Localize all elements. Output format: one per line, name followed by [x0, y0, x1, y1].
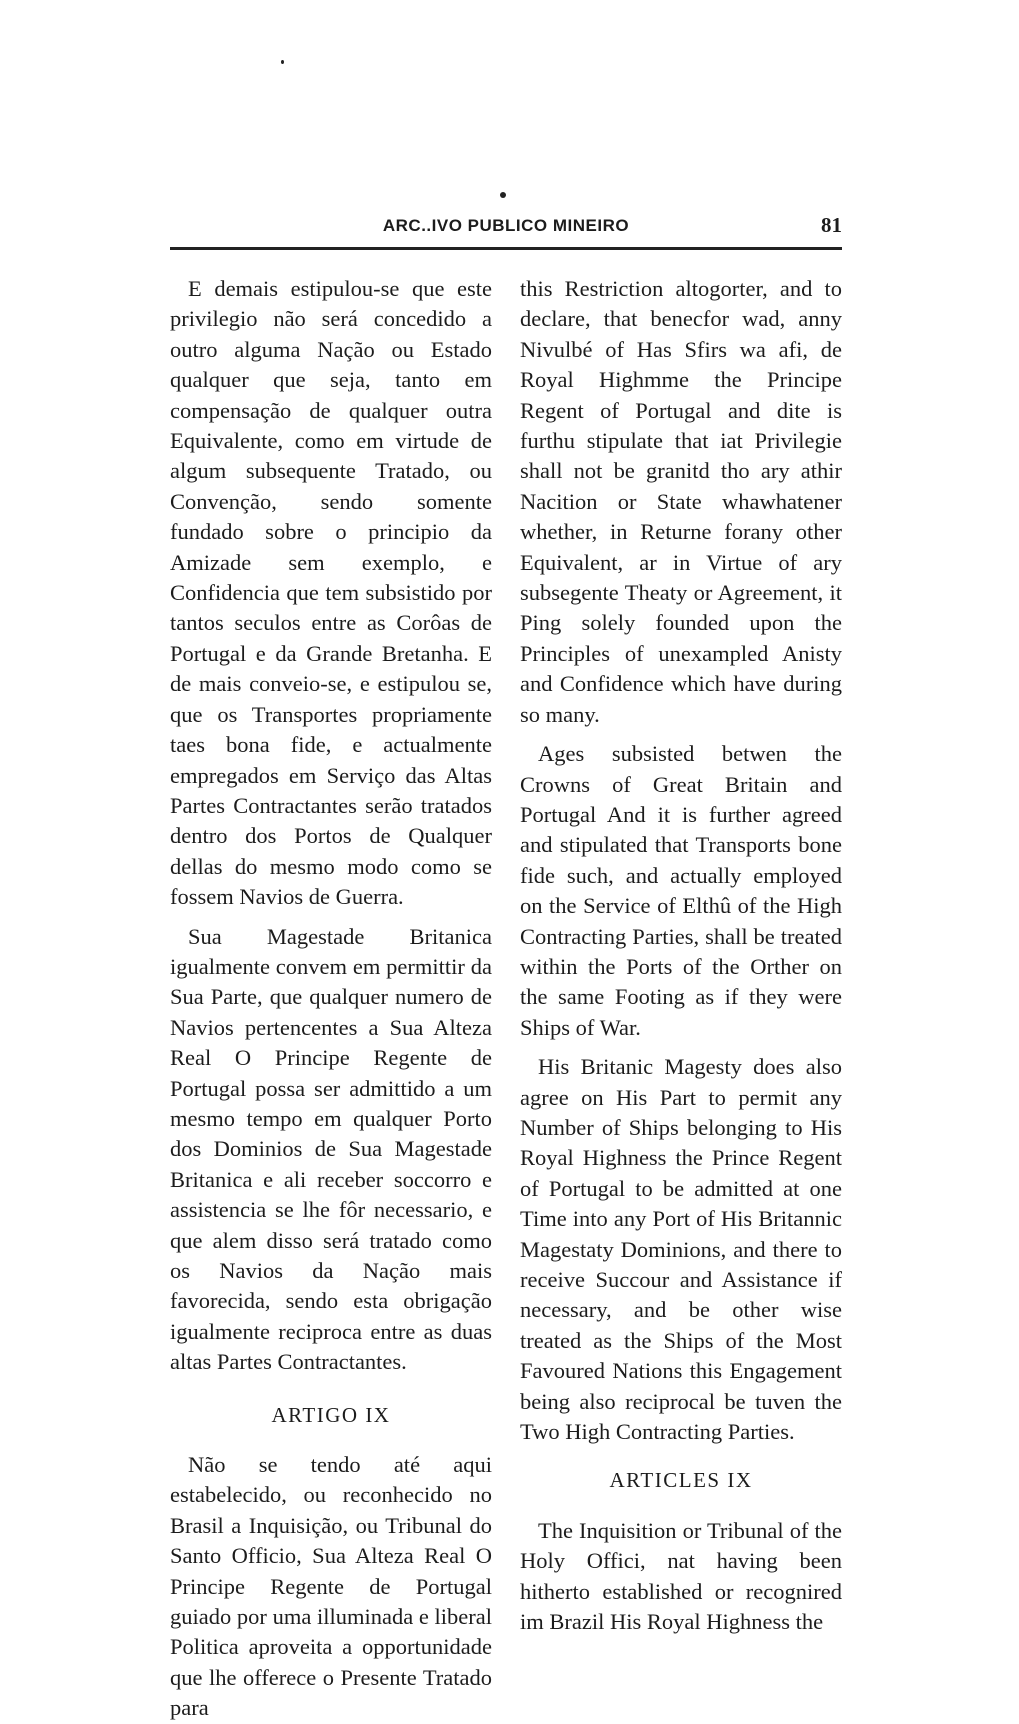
page-header: [170, 210, 842, 246]
paragraph: His Britanic Magesty does also agree on His Part to permit any Number of Ships belonging to His Royal Highness the Prince Regent of Portugal to be admitted at one Time into any Port of His Britannic Magestaty Dominions, and there to receive Succour and Assistance if necessary, and be other wise treated as the Ships of the Most Favoured Nations this Engagement being also reciprocal be tuven the Two High Contracting Parties.: [520, 1054, 842, 1445]
article-heading: ARTIGO IX: [271, 1402, 391, 1427]
header-rule: [170, 247, 842, 250]
paragraph: Não se tendo até aqui estabelecido, ou reconhecido no Brasil a Inquisição, ou Tribunal do Santo Officio, Sua Alteza Real O Principe Regente de Portugal guiado por uma illuminada e liberal Politica aproveita a opportunidade que lhe offerece o Presente Tratado para: [170, 1452, 492, 1721]
paragraph: The Inquisition or Tribunal of the Holy Offici, nat having been hitherto established or recognired im Brazil His Royal Highness the: [520, 1517, 842, 1635]
paragraph: Sua Magestade Britanica igualmente convem em permittir da Sua Parte, que qualquer numero de Navios pertencentes a Sua Alteza Real O Principe Regente de Portugal possa ser admittido a um mesmo tempo em qualquer Porto dos Dominios de Sua Magestade Britanica e ali receber soccorro e assistencia se lhe fôr necessario, e que alem disso será tratado como os Navios da Nação mais favorecida, sendo esta obrigação igualmente reciproca entre as duas altas Partes Contractantes.: [170, 923, 492, 1375]
english-column: [520, 274, 842, 1686]
paragraph: this Restriction altogorter, and to declare, that benecfor wad, anny Nivulbé of Has Sfirs wa afi, de Royal Highmme the Principe Regent of Portugal and dite is furthu stipulate that iat Privilegie shall not be granitd tho ary athir Nacition or State whawhatener whether, in Returne forany other Equivalent, ar in Virtue of ary subsegente Theaty or Agreement, it Ping solely founded upon the Principles of unexampled Anisty and Confidence which have during so many.: [520, 276, 842, 727]
page-number: 81: [821, 213, 842, 237]
article-heading: ARTICLES IX: [609, 1468, 753, 1493]
running-title: ARC..IVO PUBLICO MINEIRO: [382, 216, 630, 235]
portuguese-column: [170, 274, 492, 1721]
paragraph: Ages subsisted betwen the Crowns of Great Britain and Portugal And it is further agreed and stipulated that Transports bone fide such, and actually employed on the Service of Elthû of the High Contracting Parties, shall be treated within the Ports of the Orther on the same Footing as if they were Ships of War.: [520, 741, 842, 1040]
ink-speck: [500, 192, 506, 198]
ink-speck: [281, 60, 284, 64]
paragraph: E demais estipulou-se que este privilegio não será concedido a outro alguma Nação ou Estado qualquer que seja, tanto em compensação de qualquer outra Equivalente, como em virtude de algum subsequente Tratado, ou Convenção, sendo somente fundado sobre o principio da Amizade sem exemplo, e Confidencia que tem subsistido por tantos seculos entre as Corôas de Portugal e da Grande Bretanha. E de mais conveio-se, e estipulou se, que os Transportes propriamente taes bona fide, e actualmente empregados em Serviço das Altas Partes Contractantes serão tratados dentro dos Portos de Qualquer dellas do mesmo modo como se fossem Navios de Guerra.: [170, 276, 492, 910]
